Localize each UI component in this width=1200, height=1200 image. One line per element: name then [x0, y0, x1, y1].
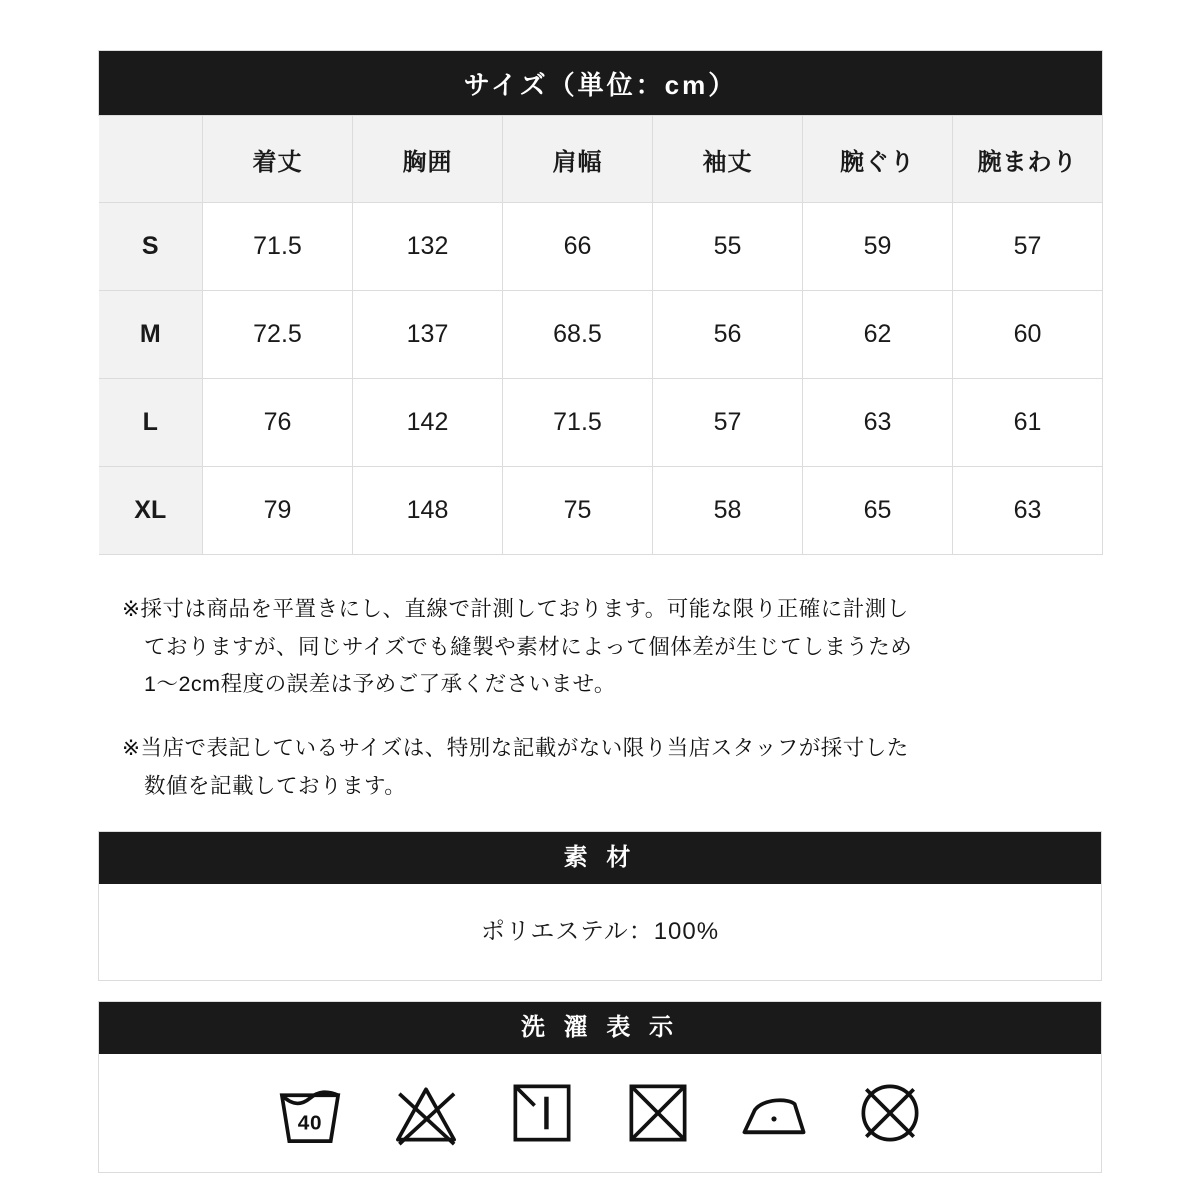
cell-s-sleeve: 55: [653, 203, 803, 291]
cell-s-arm: 57: [953, 203, 1103, 291]
cell-l-sleeve: 57: [653, 379, 803, 467]
cell-m-arm: 60: [953, 291, 1103, 379]
cell-xl-chest: 148: [353, 467, 503, 555]
wash-40-icon: [273, 1076, 347, 1150]
cell-xl-armhole: 65: [803, 467, 953, 555]
cell-s-length: 71.5: [203, 203, 353, 291]
no-tumble-dry-icon: [621, 1076, 695, 1150]
cell-m-shoulder: 68.5: [503, 291, 653, 379]
wash-care-panel: [98, 1001, 1102, 1173]
row-label-l: L: [99, 379, 203, 467]
cell-xl-sleeve: 58: [653, 467, 803, 555]
tumble-dry-line-icon: [505, 1076, 579, 1150]
material-value: ポリエステル：100%: [99, 884, 1101, 980]
cell-l-arm: 61: [953, 379, 1103, 467]
cell-l-shoulder: 71.5: [503, 379, 653, 467]
note-line: ※採寸は商品を平置きにし、直線で計測しております。可能な限り正確に計測し: [122, 597, 909, 621]
cell-m-length: 72.5: [203, 291, 353, 379]
cell-l-length: 76: [203, 379, 353, 467]
cell-m-chest: 137: [353, 291, 503, 379]
size-table: [98, 50, 1103, 555]
note-line: 1〜2cm程度の誤差は予めご了承くださいませ。: [144, 672, 616, 697]
table-row: [99, 203, 1103, 291]
table-row: [99, 467, 1103, 555]
wash-temp-label: 40: [297, 1111, 323, 1135]
wash-care-panel-title: 洗 濯 表 示: [99, 1002, 1101, 1054]
notes-section: [98, 591, 1102, 805]
note-line: ※当店で表記しているサイズは、特別な記載がない限り当店スタッフが採寸した: [122, 735, 909, 760]
table-row: [99, 379, 1103, 467]
size-table-header-row: [99, 116, 1103, 203]
column-header-chest: 胸囲: [353, 116, 503, 203]
material-panel: [98, 831, 1102, 981]
cell-s-armhole: 59: [803, 203, 953, 291]
no-bleach-icon: [389, 1076, 463, 1150]
note-staff-measured: [122, 730, 1102, 805]
cell-m-sleeve: 56: [653, 291, 803, 379]
row-label-s: S: [99, 203, 203, 291]
cell-l-armhole: 63: [803, 379, 953, 467]
cell-s-chest: 132: [353, 203, 503, 291]
no-dry-clean-icon: [853, 1076, 927, 1150]
cell-m-armhole: 62: [803, 291, 953, 379]
table-row: [99, 291, 1103, 379]
note-line: 数値を記載しております。: [144, 773, 407, 798]
column-header-shoulder: 肩幅: [503, 116, 653, 203]
column-header-corner: [99, 116, 203, 203]
iron-low-icon: [737, 1076, 811, 1150]
row-label-m: M: [99, 291, 203, 379]
note-line: ておりますが、同じサイズでも縫製や素材によって個体差が生じてしまうため: [144, 634, 913, 659]
cell-xl-length: 79: [203, 467, 353, 555]
cell-xl-arm: 63: [953, 467, 1103, 555]
cell-l-chest: 142: [353, 379, 503, 467]
wash-care-icon-row: [99, 1054, 1101, 1172]
note-measurement: [122, 591, 1102, 704]
column-header-length: 着丈: [203, 116, 353, 203]
cell-xl-shoulder: 75: [503, 467, 653, 555]
material-panel-title: 素 材: [99, 832, 1101, 884]
column-header-sleeve: 袖丈: [653, 116, 803, 203]
row-label-xl: XL: [99, 467, 203, 555]
column-header-armhole: 腕ぐり: [803, 116, 953, 203]
size-table-title: サイズ（単位：cm）: [99, 51, 1103, 116]
cell-s-shoulder: 66: [503, 203, 653, 291]
column-header-arm-circumference: 腕まわり: [953, 116, 1103, 203]
